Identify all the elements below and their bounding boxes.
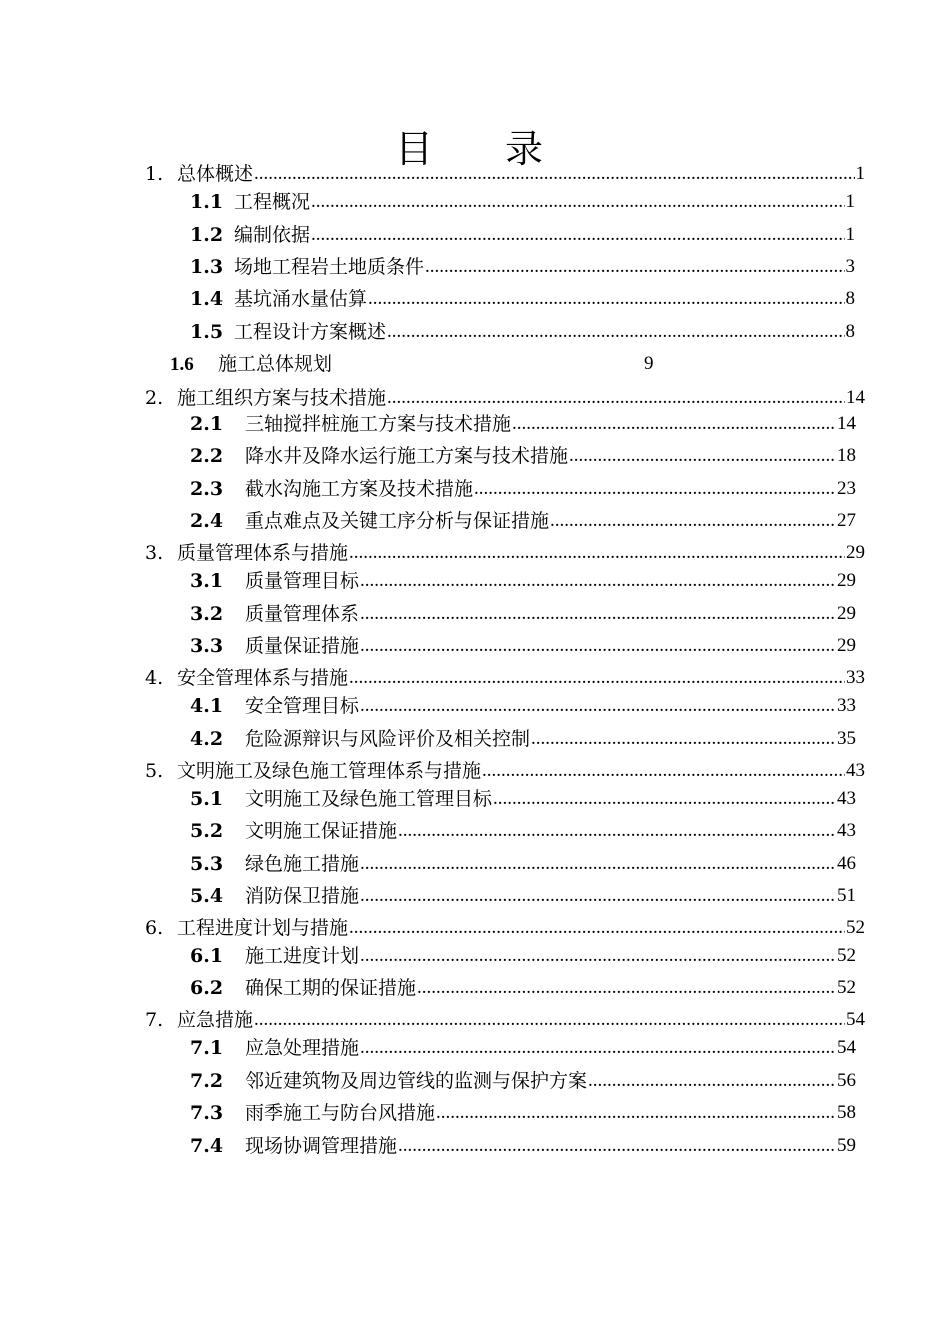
toc-entry-5-1[interactable] [190,783,856,811]
toc-entry-7[interactable] [145,1004,865,1032]
toc-page: 54 [846,1009,865,1030]
dot-leader [425,255,844,279]
dot-leader [311,223,844,247]
toc-number: 6. [145,917,164,939]
dot-leader [254,162,854,186]
toc-label: 危险源辩识与风险评价及相关控制 [245,728,531,750]
dot-leader [436,1101,836,1125]
toc-number: 3.1 [190,570,224,592]
toc-label: 确保工期的保证措施 [245,977,417,999]
toc-page: 59 [837,1135,856,1156]
toc-page: 1 [855,163,865,184]
toc-number: 1.2 [190,224,224,246]
dot-leader [550,509,836,533]
toc-page: 33 [837,695,856,716]
toc-label: 绿色施工措施 [245,853,360,875]
toc-number: 2.4 [190,510,224,532]
toc-entry-3-1[interactable] [190,565,856,593]
toc-page: 58 [837,1102,856,1123]
toc-page: 27 [837,510,856,531]
dot-leader [417,976,836,1000]
toc-entry-2-1[interactable] [190,408,856,436]
toc-number: 4.1 [190,695,224,717]
toc-page: 56 [837,1070,856,1091]
toc-entry-1-6[interactable] [170,352,670,377]
dot-leader [360,852,836,876]
dot-leader [349,541,845,565]
toc-page: 14 [846,387,865,408]
toc-entry-5-4[interactable] [190,880,856,908]
dot-leader [360,944,836,968]
toc-number: 7. [145,1009,164,1031]
dot-leader [349,666,845,690]
toc-entry-6-2[interactable] [190,972,856,1000]
toc-entry-4-1[interactable] [190,690,856,718]
toc-page: 23 [837,478,856,499]
toc-page: 43 [846,760,865,781]
toc-page: 3 [845,256,855,277]
toc-label: 总体概述 [177,163,254,185]
dot-leader [368,287,844,311]
toc-number: 7.4 [190,1135,224,1157]
toc-number: 5. [145,760,164,782]
toc-label: 邻近建筑物及周边管线的监测与保护方案 [245,1070,588,1092]
toc-page: 29 [837,570,856,591]
toc-number: 7.2 [190,1070,224,1092]
toc-page: 43 [837,788,856,809]
toc-entry-1-1[interactable] [190,186,855,214]
toc-number: 2.2 [190,445,224,467]
toc-label: 工程设计方案概述 [234,321,387,343]
toc-entry-2[interactable] [145,382,865,410]
toc-entry-1-3[interactable] [190,251,855,279]
toc-page: 52 [846,917,865,938]
toc-label: 安全管理目标 [245,695,360,717]
toc-label: 安全管理体系与措施 [177,667,349,689]
toc-label: 三轴搅拌桩施工方案与技术措施 [245,413,512,435]
dot-leader [349,916,845,940]
dot-leader [588,1069,836,1093]
toc-page: 14 [837,413,856,434]
toc-label: 现场协调管理措施 [245,1135,398,1157]
dot-leader [398,1134,836,1158]
toc-entry-2-2[interactable] [190,440,856,468]
toc-number: 4.2 [190,728,224,750]
toc-entry-3-2[interactable] [190,598,856,626]
toc-label: 质量管理体系 [245,603,360,625]
dot-leader [531,727,836,751]
dot-leader [360,1036,836,1060]
toc-label: 施工总体规划 [218,353,333,375]
toc-title: 目 录 [394,127,574,171]
toc-page: 46 [837,853,856,874]
toc-label: 雨季施工与防台风措施 [245,1102,436,1124]
toc-number: 5.1 [190,788,224,810]
toc-entry-4[interactable] [145,662,865,690]
toc-label: 重点难点及关键工序分析与保证措施 [245,510,550,532]
toc-page: 1 [845,191,855,212]
toc-label: 施工组织方案与技术措施 [177,387,387,409]
toc-entry-3-3[interactable] [190,630,856,658]
toc-page: 33 [846,667,865,688]
toc-label: 工程进度计划与措施 [177,917,349,939]
toc-number: 1.6 [170,354,194,375]
toc-entry-5-2[interactable] [190,815,856,843]
toc-number: 5.4 [190,885,224,907]
toc-page: 29 [837,635,856,656]
toc-label: 应急处理措施 [245,1037,360,1059]
toc-label: 质量管理目标 [245,570,360,592]
toc-label: 质量保证措施 [245,635,360,657]
toc-number: 1. [145,163,164,185]
dot-leader [360,694,836,718]
toc-entry-1-2[interactable] [190,219,855,247]
toc-page: 51 [837,885,856,906]
toc-label: 文明施工保证措施 [245,820,398,842]
toc-label: 应急措施 [177,1009,254,1031]
toc-number: 7.1 [190,1037,224,1059]
toc-entry-2-4[interactable] [190,505,856,533]
dot-leader [360,634,836,658]
toc-number: 3.3 [190,635,224,657]
toc-page: 54 [837,1037,856,1058]
toc-page: 43 [837,820,856,841]
toc-number: 1.4 [190,288,224,310]
toc-page: 29 [846,542,865,563]
dot-leader [387,320,844,344]
toc-label: 场地工程岩土地质条件 [234,256,425,278]
toc-page: 1 [845,224,855,245]
dot-leader [474,477,836,501]
toc-page: 52 [837,977,856,998]
toc-label: 截水沟施工方案及技术措施 [245,478,474,500]
toc-entry-7-2[interactable] [190,1065,856,1093]
toc-number: 7.3 [190,1102,224,1124]
toc-number: 3. [145,542,164,564]
toc-entry-7-4[interactable] [190,1130,856,1158]
toc-label: 编制依据 [234,224,311,246]
dot-leader [493,787,836,811]
toc-page: 35 [837,728,856,749]
dot-leader [360,569,836,593]
toc-label: 文明施工及绿色施工管理目标 [245,788,493,810]
toc-number: 1.1 [190,191,224,213]
dot-leader [398,819,836,843]
dot-leader [360,884,836,908]
dot-leader [512,412,836,436]
toc-number: 5.2 [190,820,224,842]
dot-leader [311,190,844,214]
toc-number: 4. [145,667,164,689]
toc-number: 3.2 [190,603,224,625]
toc-entry-1-5[interactable] [190,316,855,344]
dot-leader [569,444,836,468]
toc-entry-5-3[interactable] [190,848,856,876]
toc-number: 1.3 [190,256,224,278]
toc-number: 2.1 [190,413,224,435]
toc-page: 52 [837,945,856,966]
toc-entry-6[interactable] [145,912,865,940]
toc-entry-6-1[interactable] [190,940,856,968]
toc-number: 2.3 [190,478,224,500]
toc-number: 5.3 [190,853,224,875]
toc-page: 18 [837,445,856,466]
toc-entry-4-2[interactable] [190,723,856,751]
dot-leader [387,386,845,410]
toc-page: 8 [845,321,855,342]
toc-label: 降水井及降水运行施工方案与技术措施 [245,445,569,467]
toc-page: 8 [845,288,855,309]
toc-number: 2. [145,387,164,409]
toc-label: 工程概况 [234,191,311,213]
toc-entry-1-4[interactable] [190,283,855,311]
toc-label: 文明施工及绿色施工管理体系与措施 [177,760,482,782]
toc-entry-1[interactable] [145,158,865,186]
toc-label: 施工进度计划 [245,945,360,967]
toc-entry-5[interactable] [145,755,865,783]
toc-label: 基坑涌水量估算 [234,288,368,310]
toc-page: 29 [837,603,856,624]
toc-entry-3[interactable] [145,537,865,565]
dot-leader [254,1008,845,1032]
dot-leader [360,602,836,626]
toc-entry-7-3[interactable] [190,1097,856,1125]
dot-leader [482,759,845,783]
toc-label: 消防保卫措施 [245,885,360,907]
toc-number: 6.2 [190,977,224,999]
toc-entry-7-1[interactable] [190,1032,856,1060]
toc-entry-2-3[interactable] [190,473,856,501]
toc-page: 9 [644,353,654,374]
toc-label: 质量管理体系与措施 [177,542,349,564]
toc-number: 6.1 [190,945,224,967]
toc-number: 1.5 [190,321,224,343]
